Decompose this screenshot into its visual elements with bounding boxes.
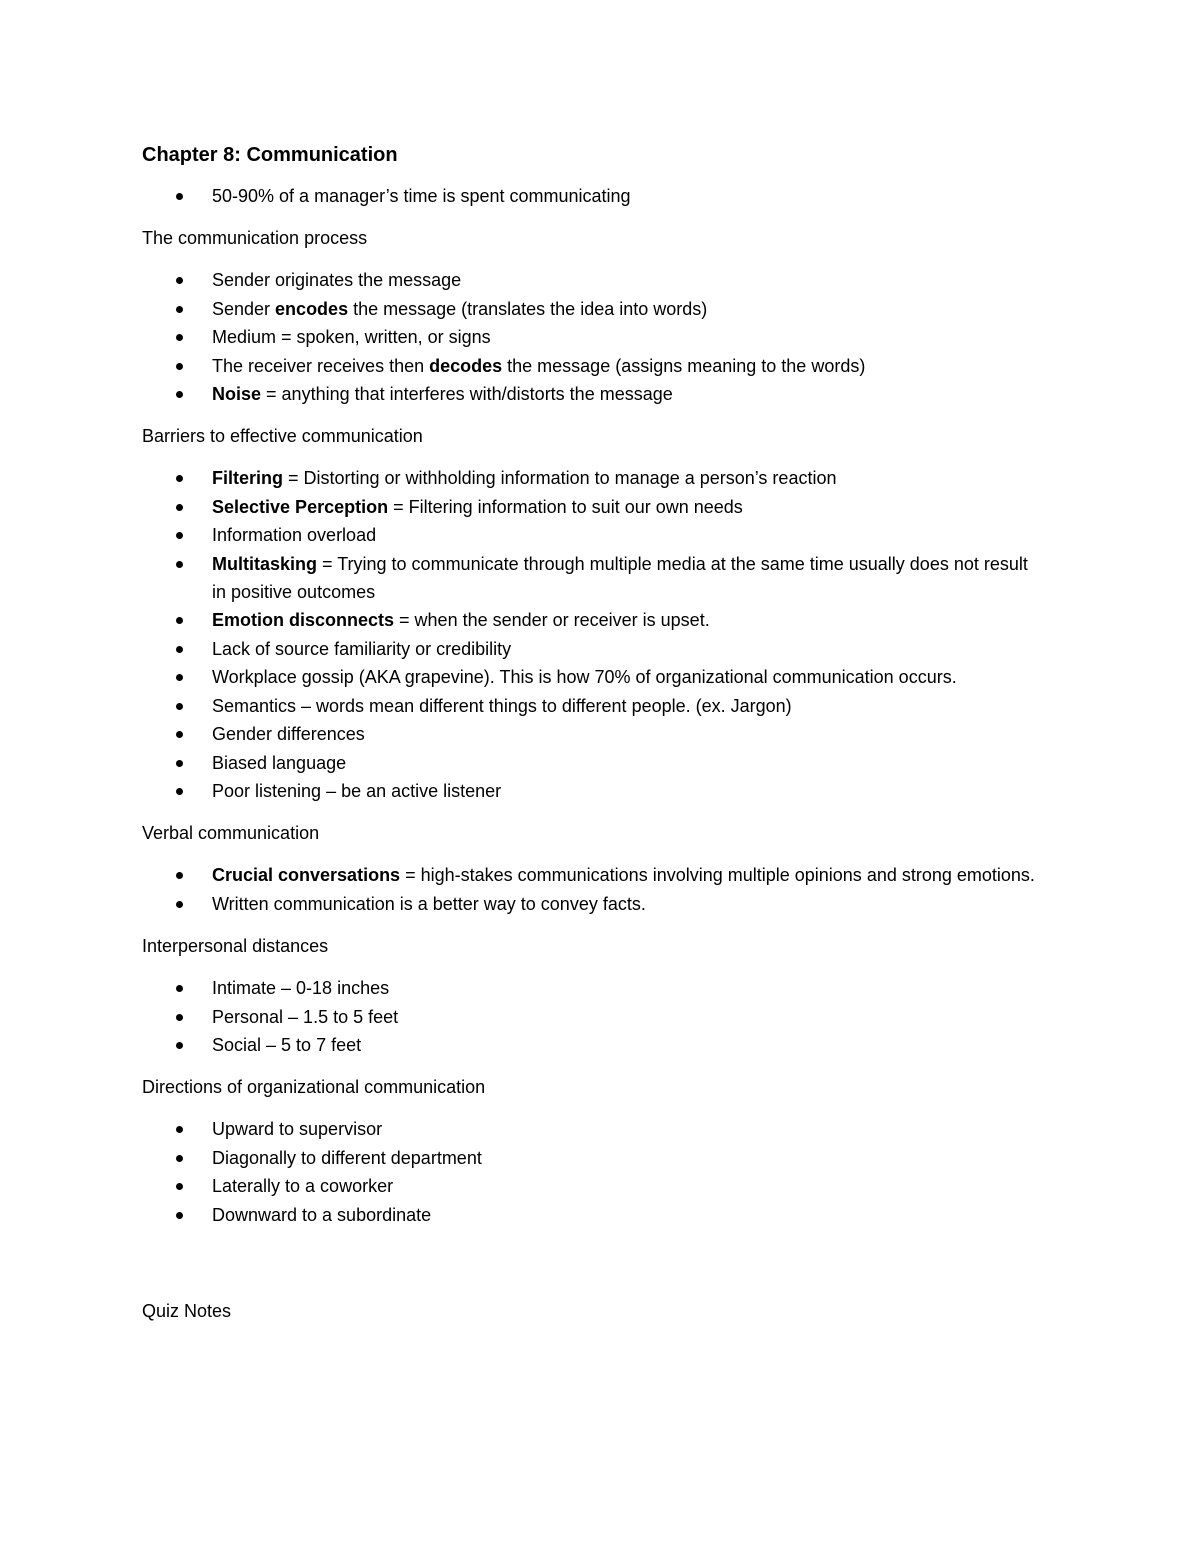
list-item xyxy=(142,1172,1042,1200)
list-item-text: Biased language xyxy=(212,752,347,773)
list-item xyxy=(142,606,1042,634)
list-item-text: = high-stakes communications involving multiple opinions and strong emotions. xyxy=(400,865,1035,886)
list-item-text: = Filtering information to suit our own needs xyxy=(388,496,743,517)
bullet-icon xyxy=(176,731,183,738)
list-item-text: Written communication is a better way to convey facts. xyxy=(212,893,646,914)
list-item xyxy=(142,692,1042,720)
bullet-icon xyxy=(176,363,183,370)
list-item xyxy=(142,720,1042,748)
list-item-text: Lack of source familiarity or credibility xyxy=(212,638,512,659)
list-item-text: Social – 5 to 7 feet xyxy=(212,1034,362,1055)
list-item-term: Selective Perception xyxy=(212,496,389,517)
bullet-icon xyxy=(176,901,183,908)
list-item-text: The receiver receives then xyxy=(212,355,430,376)
list-item xyxy=(142,266,1042,294)
bullet-list xyxy=(142,464,1042,805)
list-item-term: Crucial conversations xyxy=(212,865,401,886)
list-item-text: Intimate – 0-18 inches xyxy=(212,978,390,999)
bullet-icon xyxy=(176,334,183,341)
list-item-term: decodes xyxy=(429,355,503,376)
page-title: Chapter 8: Communication xyxy=(142,144,398,166)
bullet-icon xyxy=(176,1183,183,1190)
list-item xyxy=(142,182,1042,210)
bullet-icon xyxy=(176,1014,183,1021)
list-item xyxy=(142,464,1042,492)
list-item-term: Noise xyxy=(212,384,262,405)
bullet-icon xyxy=(176,617,183,624)
list-item-text: Workplace gossip (AKA grapevine). This is how 70% of organizational communication occurs. xyxy=(212,667,957,688)
list-item xyxy=(142,521,1042,549)
list-item-text: = when the sender or receiver is upset. xyxy=(394,610,710,631)
bullet-icon xyxy=(176,985,183,992)
list-item xyxy=(142,635,1042,663)
bullet-icon xyxy=(176,532,183,539)
list-item xyxy=(142,493,1042,521)
bullet-icon xyxy=(176,646,183,653)
list-item xyxy=(142,1201,1042,1229)
list-item-text: 50-90% of a manager’s time is spent communicating xyxy=(212,186,631,206)
list-item-term: Multitasking xyxy=(212,553,318,574)
list-item xyxy=(142,861,1042,889)
list-item xyxy=(142,1144,1042,1172)
list-item-text: Diagonally to different department xyxy=(212,1147,482,1168)
document-page xyxy=(142,140,1042,1339)
list-item-term: encodes xyxy=(275,298,349,319)
list-item xyxy=(142,1115,1042,1143)
section-heading: The communication process xyxy=(142,228,368,249)
list-item-term: Emotion disconnects xyxy=(212,610,395,631)
list-item xyxy=(142,1003,1042,1031)
list-item xyxy=(142,380,1042,408)
list-item xyxy=(142,777,1042,805)
list-item xyxy=(142,1031,1042,1059)
bullet-icon xyxy=(176,760,183,767)
list-item xyxy=(142,295,1042,323)
list-item xyxy=(142,890,1042,918)
bullet-icon xyxy=(176,475,183,482)
section-heading: Directions of organizational communication xyxy=(142,1077,486,1098)
list-item-text: Sender xyxy=(212,298,276,319)
list-item-text: Information overload xyxy=(212,525,377,546)
list-item-term: Filtering xyxy=(212,468,283,489)
list-item xyxy=(142,974,1042,1002)
section-heading: Interpersonal distances xyxy=(142,936,329,957)
list-item-text: Poor listening – be an active listener xyxy=(212,780,502,801)
section-heading: Barriers to effective communication xyxy=(142,426,423,447)
bullet-icon xyxy=(176,561,183,568)
list-item-text: the message (assigns meaning to the words) xyxy=(502,355,866,376)
section-heading: Verbal communication xyxy=(142,823,320,844)
spacer xyxy=(142,1229,1042,1283)
bullet-icon xyxy=(176,391,183,398)
list-item-text: = anything that interferes with/distorts the message xyxy=(261,384,673,405)
section-heading-quiz-notes: Quiz Notes xyxy=(142,1300,232,1321)
intro-list xyxy=(142,182,1042,210)
list-item-text: the message (translates the idea into words) xyxy=(348,298,708,319)
bullet-icon xyxy=(176,788,183,795)
list-item xyxy=(142,323,1042,351)
bullet-icon xyxy=(176,277,183,284)
sections-container xyxy=(142,224,1042,1229)
list-item-text: = Distorting or withholding information to manage a person’s reaction xyxy=(283,468,837,489)
list-item-text: Sender originates the message xyxy=(212,270,462,291)
list-item-text: Personal – 1.5 to 5 feet xyxy=(212,1006,399,1027)
list-item-text: = Trying to communicate through multiple media at the same time usually does not result in positive outcomes xyxy=(212,553,1028,603)
bullet-icon xyxy=(176,674,183,681)
bullet-icon xyxy=(176,504,183,511)
list-item xyxy=(142,550,1042,607)
list-item xyxy=(142,749,1042,777)
bullet-icon xyxy=(176,1155,183,1162)
list-item-text: Laterally to a coworker xyxy=(212,1176,394,1197)
list-item-text: Downward to a subordinate xyxy=(212,1204,432,1225)
list-item-text: Semantics – words mean different things to different people. (ex. Jargon) xyxy=(212,695,792,716)
bullet-icon xyxy=(176,193,183,200)
bullet-list xyxy=(142,266,1042,408)
bullet-icon xyxy=(176,1042,183,1049)
list-item xyxy=(142,663,1042,691)
list-item-text: Gender differences xyxy=(212,724,365,745)
bullet-icon xyxy=(176,872,183,879)
bullet-icon xyxy=(176,306,183,313)
list-item xyxy=(142,352,1042,380)
bullet-list xyxy=(142,1115,1042,1229)
bullet-icon xyxy=(176,703,183,710)
bullet-list xyxy=(142,974,1042,1059)
list-item-text: Upward to supervisor xyxy=(212,1119,383,1140)
list-item-text: Medium = spoken, written, or signs xyxy=(212,327,491,348)
bullet-icon xyxy=(176,1126,183,1133)
bullet-icon xyxy=(176,1212,183,1219)
bullet-list xyxy=(142,861,1042,918)
